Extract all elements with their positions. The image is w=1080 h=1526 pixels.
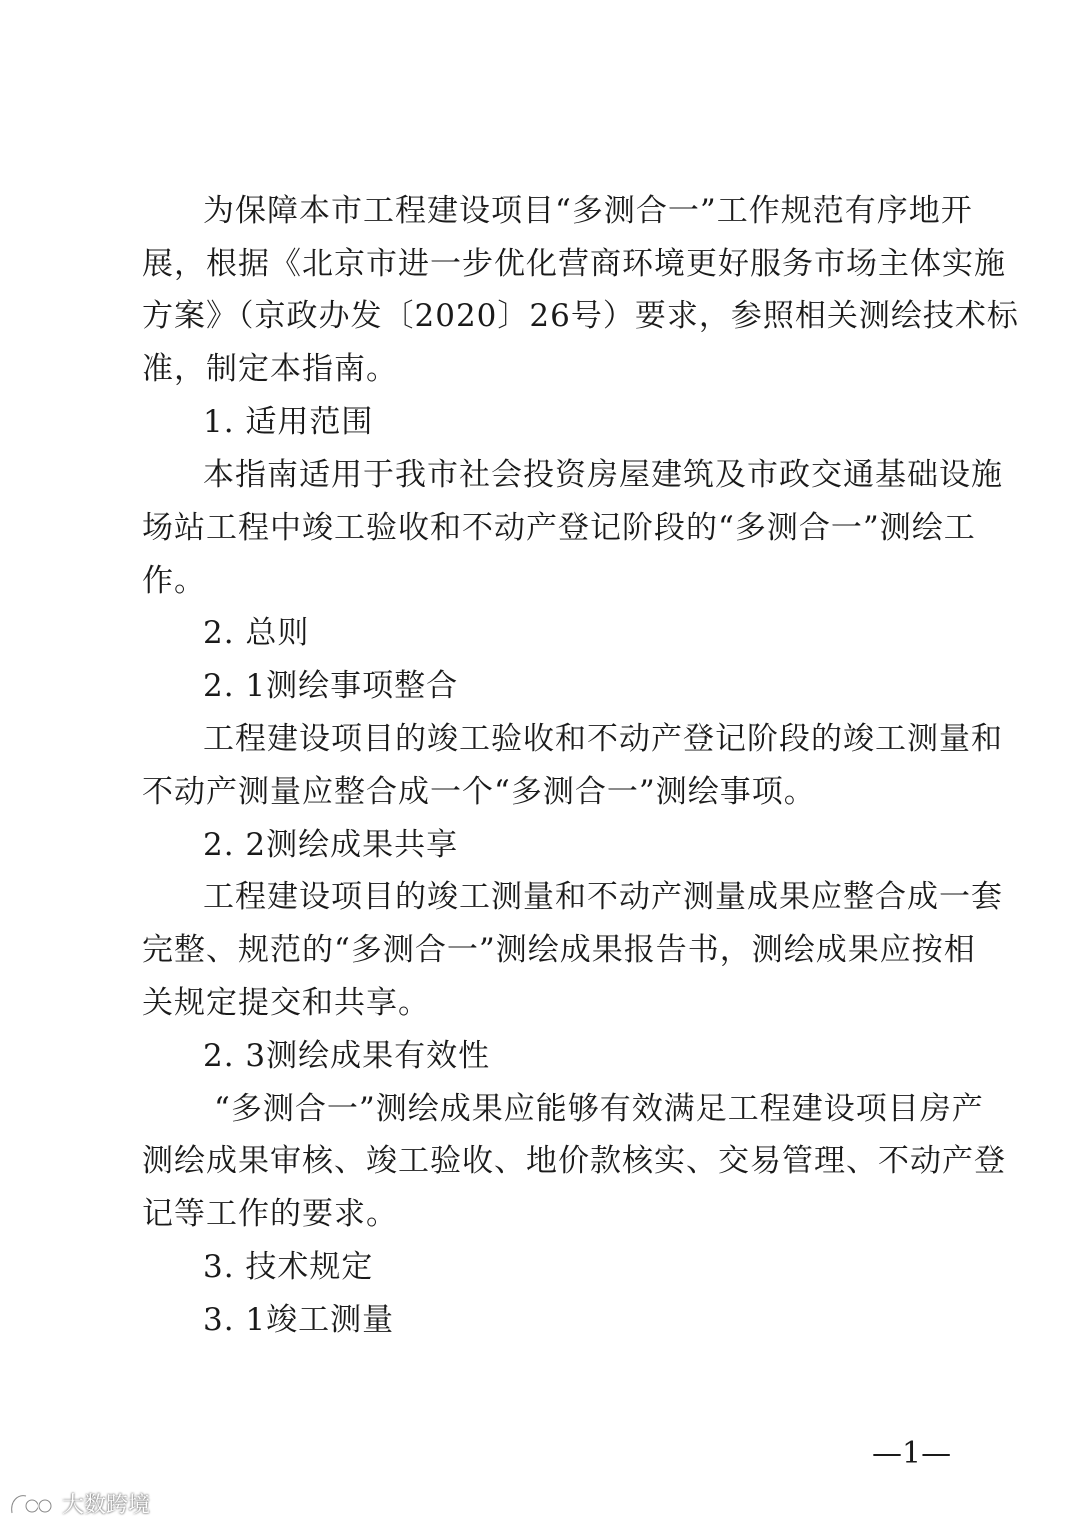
paragraph-line: 本指南适用于我市社会投资房屋建筑及市政交通基础设施 [203,457,1003,493]
section-heading: 2. 总则 [203,615,310,651]
section-heading: 2. 1测绘事项整合 [203,668,459,704]
section-heading: 2. 3测绘成果有效性 [203,1038,491,1074]
section-heading: 2. 2测绘成果共享 [203,827,459,863]
paragraph-line: 工程建设项目的竣工验收和不动产登记阶段的竣工测量和 [203,721,1003,757]
watermark [8,1488,150,1519]
paragraph-line: 关规定提交和共享。 [142,985,430,1021]
section-heading: 3. 1竣工测量 [203,1302,395,1338]
paragraph-line: 作。 [142,563,206,599]
paragraph-line: 为保障本市工程建设项目“多测合一”工作规范有序地开 [203,193,973,229]
paragraph-line: 测绘成果审核、竣工验收、地价款核实、交易管理、不动产登 [142,1143,1006,1179]
paragraph-line: 方案》（京政办发〔2020〕26号）要求，参照相关测绘技术标 [142,298,1019,334]
watermark-text: 大数跨境 [62,1493,151,1518]
paragraph-line: 记等工作的要求。 [142,1196,398,1232]
paragraph-line: 完整、规范的“多测合一”测绘成果报告书，测绘成果应按相 [142,932,976,968]
brand-logo-icon [8,1491,56,1517]
paragraph-line: “多测合一”测绘成果应能够有效满足工程建设项目房产 [214,1091,984,1127]
paragraph-line: 准，制定本指南。 [142,351,398,387]
paragraph-line: 不动产测量应整合成一个“多测合一”测绘事项。 [142,774,816,810]
section-heading: 1. 适用范围 [203,404,374,440]
paragraph-line: 工程建设项目的竣工测量和不动产测量成果应整合成一套 [203,879,1003,915]
page-number: —1— [872,1436,952,1471]
paragraph-line: 展，根据《北京市进一步优化营商环境更好服务市场主体实施 [142,246,1006,282]
section-heading: 3. 技术规定 [203,1249,374,1285]
paragraph-line: 场站工程中竣工验收和不动产登记阶段的“多测合一”测绘工 [142,510,976,546]
